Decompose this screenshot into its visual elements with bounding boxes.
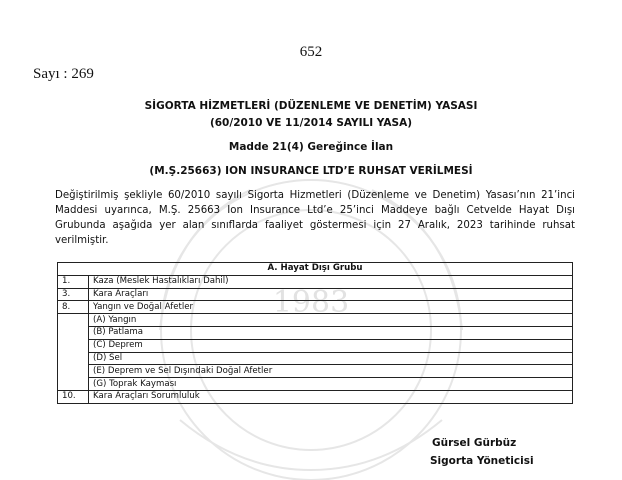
table-row <box>58 275 573 288</box>
row-number: 1. <box>58 275 89 288</box>
row-number-merged <box>58 314 89 391</box>
law-title-line1: SİGORTA HİZMETLERİ (DÜZENLEME VE DENETİM) YASASI <box>144 100 478 112</box>
row-number: 10. <box>58 390 89 403</box>
row-label: Kara Araçları Sorumluluk <box>89 390 573 403</box>
watermark-year: 1983 <box>272 285 350 320</box>
row-number: 8. <box>58 301 89 314</box>
issue-number: Sayı : 269 <box>33 66 94 82</box>
table-header-row <box>58 263 573 276</box>
table-row <box>58 352 573 365</box>
signature-role: Sigorta Yöneticisi <box>430 455 534 467</box>
table-row <box>58 378 573 391</box>
row-label: (C) Deprem <box>89 339 573 352</box>
law-title <box>0 98 622 132</box>
row-label: Kaza (Meslek Hastalıkları Dahil) <box>89 275 573 288</box>
row-label: (D) Sel <box>89 352 573 365</box>
license-classes-table <box>57 262 573 404</box>
row-label: (E) Deprem ve Sel Dışındaki Doğal Afetler <box>89 365 573 378</box>
row-label: (G) Toprak Kayması <box>89 378 573 391</box>
row-number: 3. <box>58 288 89 301</box>
law-title-line2: (60/2010 VE 11/2014 SAYILI YASA) <box>209 117 413 129</box>
table-row <box>58 390 573 403</box>
license-title: (M.Ş.25663) ION INSURANCE LTD’E RUHSAT VERİLMESİ <box>149 165 473 177</box>
row-label: (A) Yangın <box>89 314 573 327</box>
article-reference: Madde 21(4) Gereğince İlan <box>228 141 394 153</box>
table-row <box>58 314 573 327</box>
body-paragraph: Değiştirilmiş şekliyle 60/2010 sayılı Sigorta Hizmetleri (Düzenleme ve Denetim) Yasası’nın 21’inci Maddesi uyarınca, M.Ş. 25663 Ion Insurance Ltd’e 25’inci Maddeye bağlı Cetvelde Hayat Dışı Grubunda aşağıda yer alan sınıflarda faaliyet göstermesi için 27 Aralık, 2023 tarihinde ruhsat verilmiştir. <box>55 190 575 246</box>
row-label: Kara Araçları <box>89 288 573 301</box>
table-row <box>58 288 573 301</box>
table-header: A. Hayat Dışı Grubu <box>58 263 573 276</box>
table-row <box>58 301 573 314</box>
table-row <box>58 365 573 378</box>
table-row <box>58 326 573 339</box>
row-label: (B) Patlama <box>89 326 573 339</box>
page-number: 652 <box>299 44 323 60</box>
signature-name: Gürsel Gürbüz <box>432 437 517 449</box>
row-label: Yangın ve Doğal Afetler <box>89 301 573 314</box>
table-row <box>58 339 573 352</box>
